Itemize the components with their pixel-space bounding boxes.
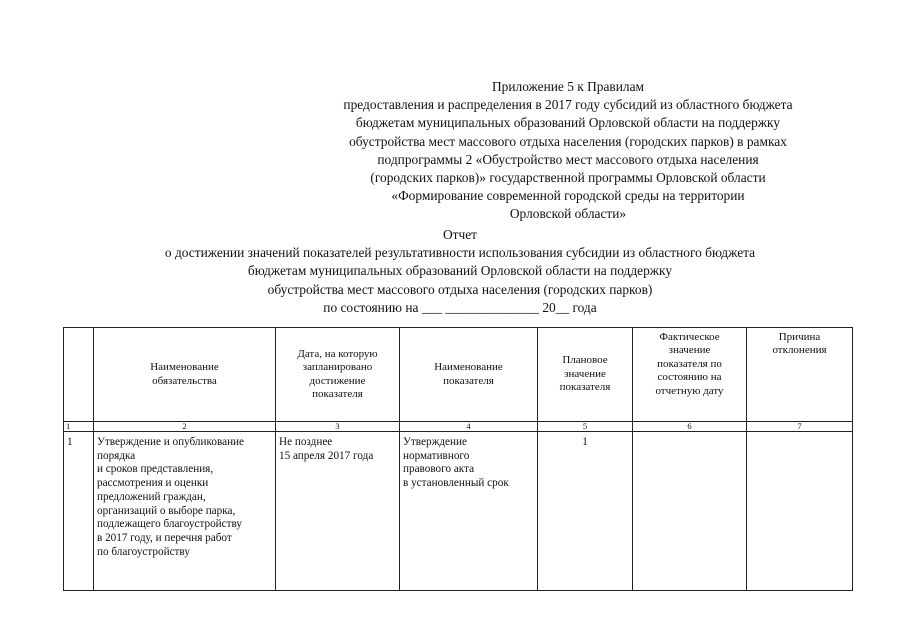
appendix-line: «Формирование современной городской среды на территории <box>391 188 745 204</box>
appendix-line: бюджетам муниципальных образований Орловской области на поддержку <box>355 115 781 131</box>
row-obligation: Утверждение и опубликование порядка и сроков представления, рассмотрения и оценки предложений граждан, организаций о выборе парка, подлежащего благоустройству в 2017 году, и перечня работ по благоустройству <box>94 432 276 591</box>
appendix-line: (городских парков)» государственной программы Орловской области <box>370 170 766 186</box>
appendix-header <box>298 78 838 224</box>
header-obligation: Наименование обязательства <box>94 328 276 422</box>
column-number: 3 <box>276 422 400 432</box>
header-reason: Причина отклонения <box>747 328 853 422</box>
header-number <box>64 328 94 422</box>
report-line: обустройства мест массового отдыха населения (городских парков) <box>267 281 653 297</box>
table-row <box>64 432 853 591</box>
row-number: 1 <box>64 432 94 591</box>
appendix-line: предоставления и распределения в 2017 году субсидий из областного бюджета <box>343 97 793 113</box>
appendix-line: Приложение 5 к Правилам <box>491 79 644 94</box>
report-heading <box>90 226 830 317</box>
header-actual-value: Фактическое значение показателя по состоянию на отчетную дату <box>633 328 747 422</box>
row-date: Не позднее 15 апреля 2017 года <box>276 432 400 591</box>
column-number: 4 <box>400 422 538 432</box>
row-actual-value <box>633 432 747 591</box>
report-title: Отчет <box>442 227 478 242</box>
column-number: 5 <box>538 422 633 432</box>
column-number: 2 <box>94 422 276 432</box>
table-header-row <box>64 328 853 422</box>
row-plan-value: 1 <box>538 432 633 591</box>
appendix-line: Орловской области» <box>509 206 627 222</box>
column-number: 7 <box>747 422 853 432</box>
header-plan-value: Плановое значение показателя <box>538 328 633 422</box>
column-number: 1 <box>64 422 94 432</box>
header-indicator: Наименование показателя <box>400 328 538 422</box>
row-indicator: Утверждение нормативного правового акта в установленный срок <box>400 432 538 591</box>
appendix-line: обустройства мест массового отдыха населения (городских парков) в рамках <box>349 133 787 149</box>
report-date-line: по состоянию на ___ ______________ 20__ года <box>323 299 597 315</box>
table-column-numbers-row <box>64 422 853 432</box>
row-reason <box>747 432 853 591</box>
header-date: Дата, на которую запланировано достижение показателя <box>276 328 400 422</box>
report-table <box>63 327 853 591</box>
report-line: о достижении значений показателей результативности использования субсидии из областного бюджета <box>164 245 756 261</box>
report-line: бюджетам муниципальных образований Орловской области на поддержку <box>247 263 673 279</box>
column-number: 6 <box>633 422 747 432</box>
appendix-line: подпрограммы 2 «Обустройство мест массового отдыха населения <box>377 151 759 167</box>
